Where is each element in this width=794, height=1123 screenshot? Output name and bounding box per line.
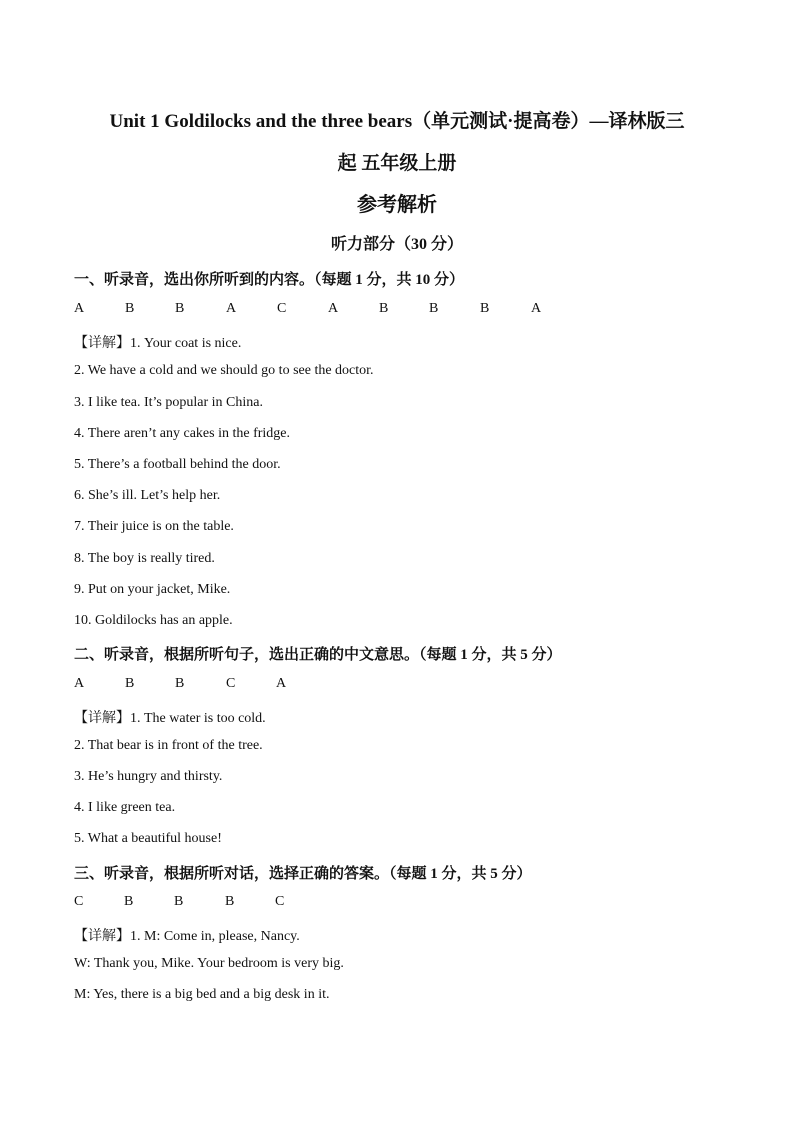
explanation-line: 2. We have a cold and we should go to see the doctor.: [74, 363, 374, 378]
answer-item: A: [74, 676, 85, 691]
explanation-line: 7. Their juice is on the table.: [74, 519, 234, 534]
answer-item: B: [125, 676, 135, 691]
answer-item: C: [277, 301, 287, 316]
document-subtitle: 参考解析: [357, 194, 437, 216]
explanation-line: 6. She’s ill. Let’s help her.: [74, 488, 221, 503]
section-3-heading: 三、听录音，根据所听对话，选择正确的答案。（每题 1 分，共 5 分）: [74, 866, 532, 882]
answer-item: B: [175, 301, 185, 316]
answer-item: C: [226, 676, 236, 691]
explanation-line: 【详解】1. Your coat is nice.: [74, 336, 242, 351]
explanation-line: 【详解】1. M: Come in, please, Nancy.: [74, 929, 300, 944]
answer-item: B: [125, 301, 135, 316]
document-title-line-1: Unit 1 Goldilocks and the three bears（单元测试·提高卷）—译林版三: [109, 111, 685, 132]
answer-item: A: [276, 676, 287, 691]
answer-item: B: [225, 894, 235, 909]
explanation-line: 4. There aren’t any cakes in the fridge.: [74, 426, 291, 441]
explanation-line: M: Yes, there is a big bed and a big desk in it.: [74, 987, 330, 1002]
part-heading: 听力部分（30 分）: [330, 236, 463, 253]
explanation-line: W: Thank you, Mike. Your bedroom is very big.: [74, 956, 344, 971]
explanation-line: 【详解】1. The water is too cold.: [74, 711, 266, 726]
answer-item: B: [124, 894, 134, 909]
answer-item: A: [328, 301, 339, 316]
document-title-line-2: 起 五年级上册: [337, 153, 457, 174]
answer-item: B: [429, 301, 439, 316]
explanation-line: 10. Goldilocks has an apple.: [74, 613, 233, 628]
section-2-heading: 二、听录音，根据所听句子，选出正确的中文意思。（每题 1 分，共 5 分）: [74, 647, 562, 663]
answer-item: B: [480, 301, 490, 316]
answer-item: A: [531, 301, 542, 316]
explanation-line: 4. I like green tea.: [74, 800, 176, 815]
answer-item: C: [74, 894, 84, 909]
explanation-line: 5. What a beautiful house!: [74, 831, 222, 846]
answer-item: B: [379, 301, 389, 316]
answer-item: B: [174, 894, 184, 909]
explanation-line: 8. The boy is really tired.: [74, 551, 215, 566]
explanation-line: 2. That bear is in front of the tree.: [74, 738, 263, 753]
explanation-line: 3. I like tea. It’s popular in China.: [74, 395, 263, 410]
section-1-heading: 一、听录音，选出你所听到的内容。（每题 1 分，共 10 分）: [74, 272, 465, 288]
answer-item: A: [74, 301, 85, 316]
answer-item: A: [226, 301, 237, 316]
answer-item: B: [175, 676, 185, 691]
explanation-line: 5. There’s a football behind the door.: [74, 457, 281, 472]
answer-item: C: [275, 894, 285, 909]
explanation-line: 9. Put on your jacket, Mike.: [74, 582, 231, 597]
explanation-line: 3. He’s hungry and thirsty.: [74, 769, 223, 784]
